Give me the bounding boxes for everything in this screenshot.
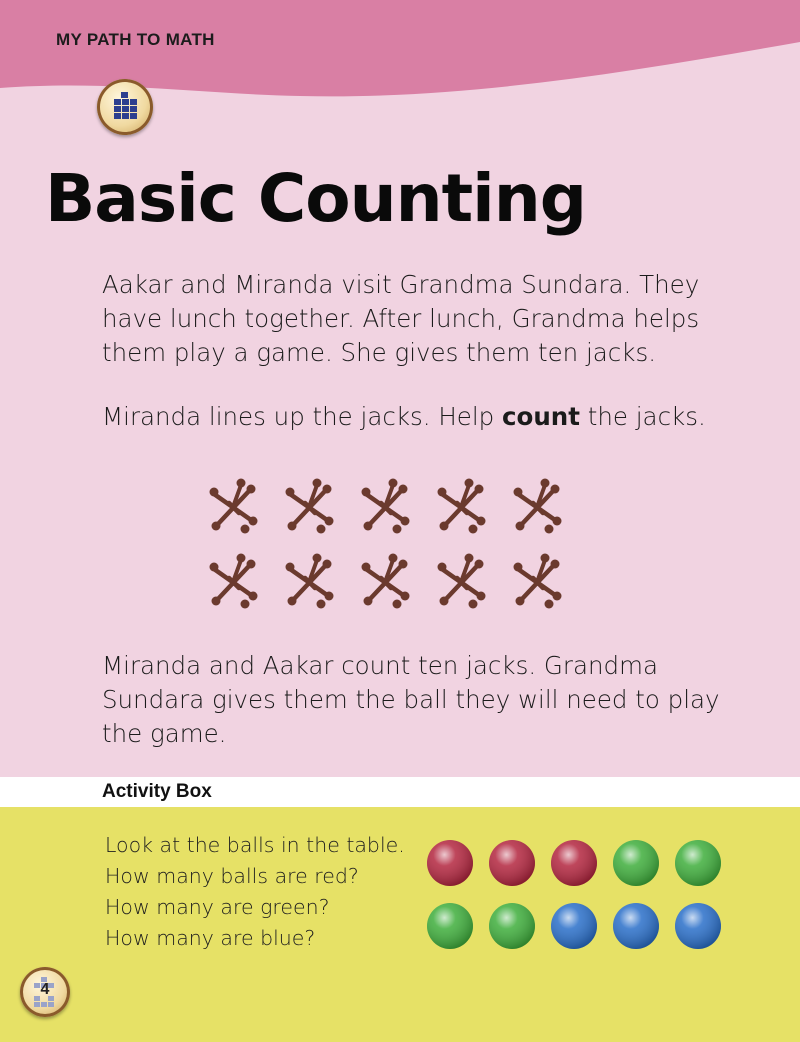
jack-icon (286, 554, 334, 609)
closing-paragraph: Miranda and Aakar count ten jacks. Grandma Sundara gives them the ball they will need to play the game. (102, 651, 720, 748)
jack-icon (362, 554, 410, 609)
activity-question: How many are blue? (105, 926, 316, 950)
red-ball (427, 840, 473, 886)
instruction-text-end: the jacks. (579, 402, 706, 431)
blue-ball (551, 903, 597, 949)
jack-icon (514, 554, 562, 609)
jack-icon (210, 479, 258, 534)
red-ball (489, 840, 535, 886)
activity-question: How many are green? (105, 895, 330, 919)
jack-icon (210, 554, 258, 609)
series-title: MY PATH TO MATH (56, 30, 215, 49)
green-ball (427, 903, 473, 949)
red-ball (551, 840, 597, 886)
page-number-badge (20, 967, 70, 1017)
blue-ball (613, 903, 659, 949)
green-ball (613, 840, 659, 886)
jack-icon (286, 479, 334, 534)
instruction-text-start: Miranda lines up the jacks. Help (102, 402, 503, 431)
jacks-illustration (205, 470, 595, 620)
activity-question: Look at the balls in the table. (105, 833, 405, 857)
instruction-bold-word: count (502, 402, 580, 431)
activity-questions (105, 830, 405, 954)
page-title: Basic Counting (45, 160, 587, 237)
jack-icon (438, 479, 486, 534)
instruction-paragraph (102, 400, 722, 434)
green-ball (489, 903, 535, 949)
activity-question: How many balls are red? (105, 864, 359, 888)
jack-icon (514, 479, 562, 534)
grid-badge-icon (97, 79, 153, 135)
balls-table (420, 835, 730, 960)
activity-box-label: Activity Box (102, 781, 212, 802)
blue-ball (675, 903, 721, 949)
green-ball (675, 840, 721, 886)
jack-icon (438, 554, 486, 609)
jack-icon (362, 479, 410, 534)
page-number: 4 (40, 981, 50, 998)
intro-paragraph: Aakar and Miranda visit Grandma Sundara. They have lunch together. After lunch, Grandma helps them play a game. She gives them ten jacks. (102, 270, 700, 367)
